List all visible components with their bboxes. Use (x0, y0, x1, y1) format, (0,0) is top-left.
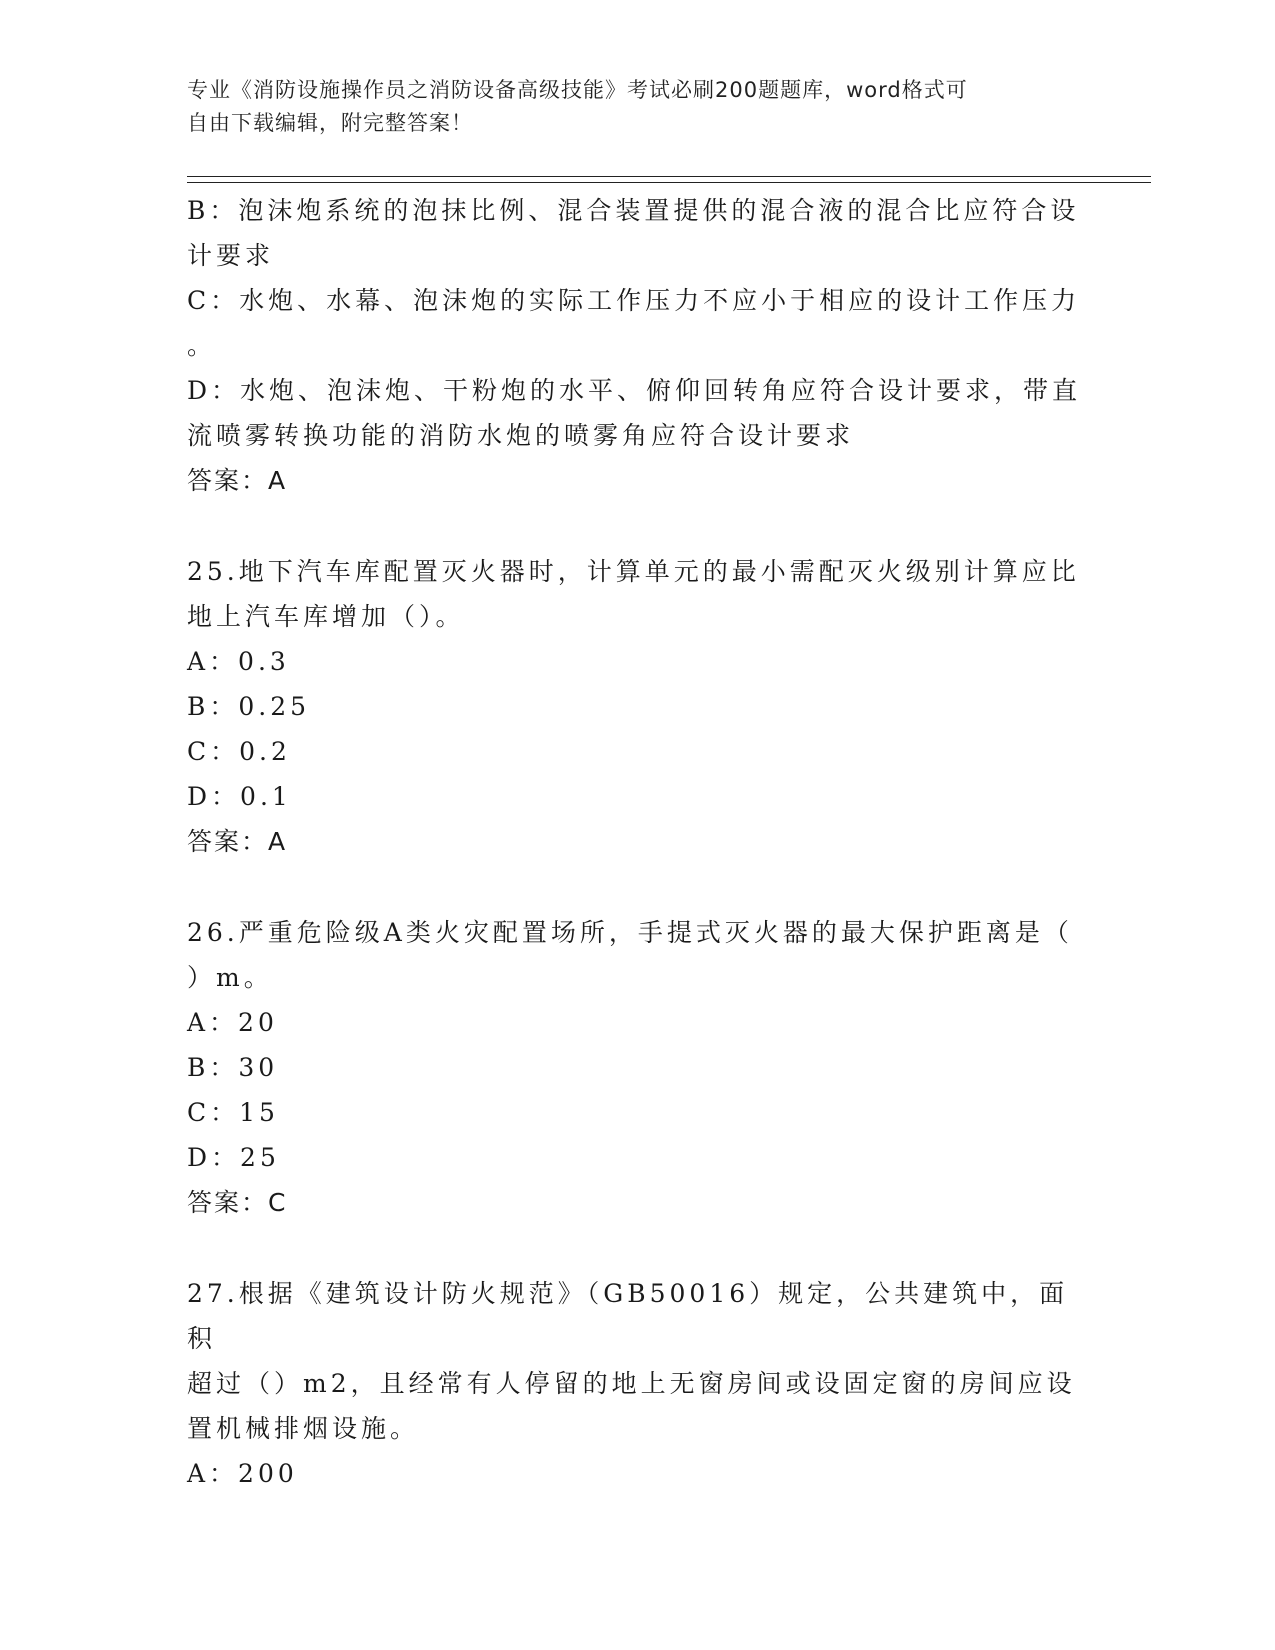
option-c-line-1: C：水炮、水幕、泡沫炮的实际工作压力不应小于相应的设计工作压力 (187, 286, 1081, 315)
question-stem-line-2: 地上汽车库增加（）。 (187, 602, 465, 631)
answer-line: 答案：C (187, 1188, 288, 1217)
answer-line: 答案：A (187, 466, 288, 495)
spacer (187, 1225, 1087, 1271)
option-a: A：20 (187, 1008, 278, 1037)
option-b-line-1: B：泡沫炮系统的泡抹比例、混合装置提供的混合液的混合比应符合设 (187, 196, 1080, 225)
answer-line: 答案：A (187, 827, 288, 856)
option-d-line-2: 流喷雾转换功能的消防水炮的喷雾角应符合设计要求 (187, 421, 855, 450)
question-stem-line-3: 置机械排烟设施。 (187, 1414, 420, 1443)
header-line-2: 自由下载编辑，附完整答案！ (187, 111, 473, 135)
option-a: A：200 (187, 1459, 298, 1488)
header-rule-top (187, 176, 1151, 177)
option-a: A：0.3 (187, 647, 290, 676)
option-b: B：0.25 (187, 692, 311, 721)
option-b: B：30 (187, 1053, 279, 1082)
spacer (187, 864, 1087, 910)
question-block-26 (187, 910, 1087, 1225)
option-c: C：15 (187, 1098, 279, 1127)
question-stem-line-2: 超过（）m2，且经常有人停留的地上无窗房间或设固定窗的房间应设 (187, 1369, 1076, 1398)
option-d: D：25 (187, 1143, 280, 1172)
option-d: D：0.1 (187, 782, 292, 811)
question-block-prev (187, 188, 1087, 503)
question-block-25 (187, 549, 1087, 864)
question-stem-line-1: 26.严重危险级A类火灾配置场所，手提式灭火器的最大保护距离是（ (187, 918, 1073, 947)
header-line-1: 专业《消防设施操作员之消防设备高级技能》考试必刷200题题库，word格式可 (187, 78, 968, 102)
question-stem-line-1: 25.地下汽车库配置灭火器时，计算单元的最小需配灭火级别计算应比 (187, 557, 1080, 586)
question-stem-line-2: ）m。 (187, 963, 273, 992)
spacer (187, 503, 1087, 549)
option-c-line-2: 。 (187, 331, 217, 360)
document-body (187, 188, 1087, 1496)
option-d-line-1: D：水炮、泡沫炮、干粉炮的水平、俯仰回转角应符合设计要求，带直 (187, 376, 1082, 405)
option-b-line-2: 计要求 (187, 241, 275, 270)
header-rule-bottom (187, 182, 1151, 183)
document-header (187, 74, 1067, 140)
option-c: C：0.2 (187, 737, 291, 766)
question-stem-line-1: 27.根据《建筑设计防火规范》（GB50016）规定，公共建筑中，面积 (187, 1279, 1069, 1353)
question-block-27 (187, 1271, 1087, 1496)
